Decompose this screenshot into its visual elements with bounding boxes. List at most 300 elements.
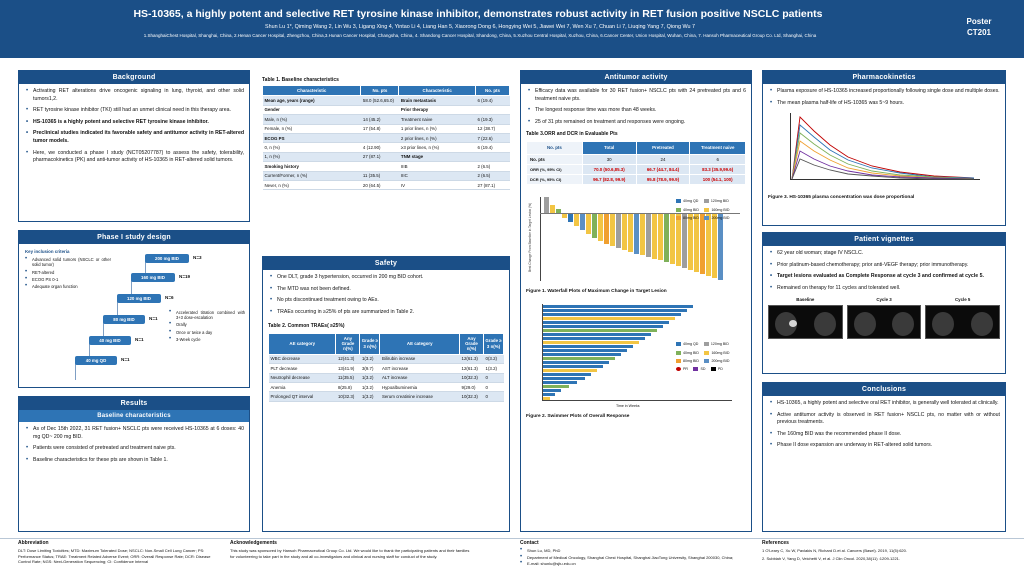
swimmer-bar xyxy=(543,337,645,340)
cell: 14 (45.2) xyxy=(361,115,399,124)
bar xyxy=(688,214,693,270)
legend-label: 40mg BID xyxy=(683,207,699,212)
cell: 24 xyxy=(636,154,690,164)
cell: Prolonged QT interval xyxy=(269,392,336,401)
dose-n-160: N=19 xyxy=(179,274,191,279)
lung-lobe-right xyxy=(971,312,993,336)
table-header-row xyxy=(263,86,510,96)
list-item: • HS-10365, a highly potent and selective oral RET inhibitor, is generally well tolerated at clinically. xyxy=(777,400,1000,408)
dose-level-80: 80 mg BID xyxy=(103,315,145,324)
bar xyxy=(640,214,645,255)
legend-label: 40mg QD xyxy=(683,342,699,347)
legend-swatch-icon xyxy=(704,359,709,363)
table-row xyxy=(269,364,504,373)
cell: 2 (6.5) xyxy=(476,162,510,171)
bar xyxy=(610,214,615,246)
safety-list xyxy=(268,274,504,316)
cell: ALT increase xyxy=(380,373,460,382)
patient-vignettes-panel xyxy=(762,232,1006,374)
scan-label: Baseline xyxy=(796,297,815,303)
legend-item xyxy=(676,197,698,205)
cell: 1(3.2) xyxy=(360,354,380,363)
list-item: • Plasma exposure of HS-10365 increased proportionally following single dose and multiple doses. xyxy=(777,88,1000,96)
background-body xyxy=(19,84,249,173)
list-item: • Adequate organ function xyxy=(32,284,111,289)
cell: 11 (35.5) xyxy=(361,171,399,180)
bar xyxy=(550,205,555,213)
vignettes-body xyxy=(763,246,1005,343)
contact-email[interactable]: • E-mail: shunlu@sjtu.edu.cn xyxy=(527,561,740,566)
cell: 2 prior lines, n (%) xyxy=(399,134,476,143)
dose-level-40bid: 40 mg BID xyxy=(89,336,131,345)
pharmacokinetics-panel xyxy=(762,70,1006,226)
legend-item xyxy=(693,365,705,373)
ct-scan-image xyxy=(847,305,922,339)
list-item: • HS-10365 is a highly potent and selective RET tyrosine kinase inhibitor. xyxy=(33,119,244,127)
list-item: • As of Dec 15th 2022, 31 RET fusion+ NSCLC pts were received HS-10365 at 6 doses: 40 mg QD~ 200 mg BID. xyxy=(33,426,244,441)
cell: 8(25.8) xyxy=(336,383,360,392)
swimmer-bar xyxy=(543,365,603,368)
background-panel xyxy=(18,70,250,222)
cell: 1(3.2) xyxy=(360,392,380,401)
column-header: AE category xyxy=(380,333,460,354)
legend-swatch-icon xyxy=(704,199,709,203)
legend-row xyxy=(676,349,738,357)
legend-label: 80mg BID xyxy=(683,215,699,220)
vignettes-list xyxy=(768,250,1000,292)
cell: 0 xyxy=(484,392,504,401)
swimmer-bar xyxy=(543,313,681,316)
table-row xyxy=(263,115,510,124)
bar xyxy=(712,214,717,278)
cell: Hypoalbuminemia xyxy=(380,383,460,392)
baseline-characteristics-table xyxy=(262,85,510,190)
cell: 10(32.3) xyxy=(460,392,484,401)
pk-chart xyxy=(768,111,1000,193)
lung-lobe-left xyxy=(854,312,876,336)
swimmer-bar xyxy=(543,345,633,348)
poster-number-value: CT201 xyxy=(966,28,991,37)
cell: Smoking history xyxy=(263,162,361,171)
list-item: • Baseline characteristics for these pts are shown in Table 1. xyxy=(33,457,244,465)
cell: 30 xyxy=(582,154,636,164)
cell: 0, n (%) xyxy=(263,143,361,152)
inclusion-criteria-title: Key inclusion criteria xyxy=(25,249,70,254)
legend-label: 120mg BID xyxy=(710,342,729,347)
abbreviations-text: DLT: Dose Limiting Toxicities; MTD: Maximum Tolerated Dose; NSCLC: Non-Small Cell Lung Cancer; PS: Performance Status; TRAE: Treatment Related Adverse Event; ORR: Overall Response Rate; DCR: Disease Control Rate; NGS: Next-Generation Sequencing; CI: Confidence Interval xyxy=(18,548,211,565)
safety-panel xyxy=(262,256,510,532)
cell: 6 (19.3) xyxy=(476,115,510,124)
poster-footer xyxy=(0,538,1024,576)
legend-item xyxy=(711,365,723,373)
list-item: • Preclinical studies indicated its favorable safety and antitumor activity in RET-altered tumor models. xyxy=(33,130,244,145)
swimmer-legend xyxy=(676,340,738,373)
affiliation-list: 1.ShanghaiChest Hospital, Shanghai, China, 2.Henan Cancer Hospital, Zhengzhou, China,3.Hunan Cancer Hospital, Changsha, China, 4. Shandong Cancer Hospital, Shandong, China, 5.Xuzhou Central Hospital, Xuzhou, China, 6.Cancer Center, Union Hospital, Wuhan, China, 7. Hansoh Pharmaceutical Group Co. Ltd, Shanghai, China xyxy=(143,33,817,38)
bar xyxy=(670,214,675,264)
swimmer-bar xyxy=(543,377,585,380)
legend-row xyxy=(676,340,738,348)
bar xyxy=(562,214,567,218)
table2-caption: Table 2. Common TRAEs( ≥25%) xyxy=(268,323,345,330)
legend-swatch-icon xyxy=(704,342,709,346)
swimmer-x-axis-label: Time in Weeks xyxy=(616,404,640,409)
reference-item: 2. Subbiah V, Yang D, Veichetti V, et al. J Clin Oncol. 2020,38(11) :1209-1221. xyxy=(762,555,901,561)
cell: Current/Former, n (%) xyxy=(263,171,361,180)
list-item: • Phase II dose expansion are underway in RET-altered solid tumors. xyxy=(777,442,1000,450)
swimmer-bar xyxy=(543,353,621,356)
results-body xyxy=(19,422,249,472)
table-row xyxy=(269,354,504,363)
cell: 0 xyxy=(484,383,504,392)
lesion-marker xyxy=(789,320,797,327)
bar xyxy=(646,214,651,257)
legend-label: 160mg BID xyxy=(711,207,730,212)
legend-item xyxy=(676,357,699,365)
dose-level-160: 160 mg BID xyxy=(131,273,175,282)
legend-row xyxy=(676,365,738,373)
background-title: Background xyxy=(19,71,249,84)
cell: 66.7 (44.7, 84.4) xyxy=(636,164,690,174)
legend-marker-pd-icon xyxy=(711,367,716,371)
cell xyxy=(361,162,399,171)
table3-body xyxy=(527,154,746,185)
ct-scan-image xyxy=(768,305,843,339)
table-row xyxy=(263,171,510,180)
swimmer-bar xyxy=(543,325,663,328)
figure3-caption: Figure 3. HS-10365 plasma concentration was dose proportional xyxy=(768,195,915,201)
table1-panel xyxy=(262,74,510,190)
list-item: • The mean plasma half-life of HS-10365 was 5~9 hours. xyxy=(777,100,1000,108)
figure1-caption: Figure 1. Waterfall Plots of Maximum Change in Target Lesion xyxy=(526,289,667,295)
table-row xyxy=(269,392,504,401)
table1-caption: Table 1. Baseline characteristics xyxy=(262,77,339,83)
antitumor-body xyxy=(521,84,751,422)
dose-level-120: 120 mg BID xyxy=(117,294,161,303)
bar xyxy=(652,214,657,259)
poster-label: Poster xyxy=(966,17,992,26)
list-item: • Efficacy data was available for 30 RET fusion+ NSCLC pts with 24 pretreated pts and 6 treatment naive pts. xyxy=(535,88,746,103)
common-traes-table xyxy=(268,333,504,402)
bar xyxy=(634,214,639,254)
column-header: Total xyxy=(582,141,636,154)
legend-item xyxy=(704,357,729,365)
conclusions-body xyxy=(763,396,1005,458)
scan-baseline xyxy=(768,296,843,338)
swimmer-bar xyxy=(543,361,609,364)
bar xyxy=(580,214,585,230)
cell: WBC decrease xyxy=(269,354,336,363)
bar xyxy=(682,214,687,268)
cell xyxy=(361,134,399,143)
cell: 0(3.2) xyxy=(484,354,504,363)
scan-label: Cycle 5 xyxy=(954,297,971,303)
bar xyxy=(616,214,621,248)
cell: 10(32.3) xyxy=(460,373,484,382)
legend-item xyxy=(676,206,699,214)
list-item: • Activating RET alterations drive oncogenic signaling in lung, thyroid, and other solid tumors1,2. xyxy=(33,88,244,103)
swimmer-bar xyxy=(543,369,597,372)
dose-n-80: N=1 xyxy=(149,316,158,321)
poster-number xyxy=(944,16,1014,38)
swimmer-bar xyxy=(543,309,687,312)
cell xyxy=(476,152,510,161)
cell: Brain metastasis xyxy=(399,96,476,105)
list-item: • TRAEs occurring in ≥25% of pts are summarized in Table 2. xyxy=(277,309,504,317)
column-header: Treatment naive xyxy=(690,141,746,154)
column-header: No. pts xyxy=(527,141,583,154)
column-header: Grade ≥ 3 n(%) xyxy=(360,333,380,354)
cell: IIIB xyxy=(399,162,476,171)
pk-curves xyxy=(768,111,980,183)
column-header: Pretreated xyxy=(636,141,690,154)
cell: ORR (%, 95% CI) xyxy=(527,164,583,174)
dose-n-40qd: N=1 xyxy=(121,357,130,362)
bar xyxy=(598,214,603,241)
swimmer-bar xyxy=(543,341,639,344)
table-row xyxy=(263,105,510,114)
bar xyxy=(676,214,681,266)
list-item: • Target lesions evaluated as Complete Response at cycle 3 and confirmed at cycle 5. xyxy=(777,273,1000,281)
list-item: • 62 year old woman; stage IV NSCLC. xyxy=(777,250,1000,258)
ct-scan-image xyxy=(925,305,1000,339)
figure2-caption: Figure 2. Swimmer Plots of Overall Response xyxy=(526,414,630,420)
swimmer-bar xyxy=(543,329,657,332)
table3-caption: Table 3.ORR and DCR in Evaluable Pts xyxy=(526,131,618,138)
x-axis xyxy=(542,400,732,401)
cell: 11(35.5) xyxy=(336,373,360,382)
vignettes-title: Patient vignettes xyxy=(763,233,1005,246)
results-title: Results xyxy=(19,397,249,410)
table-row xyxy=(263,162,510,171)
swimmer-bar xyxy=(543,333,651,336)
cell: Anemia xyxy=(269,383,336,392)
legend-swatch-icon xyxy=(676,208,681,212)
bar xyxy=(706,214,711,276)
cell: 1(3.2) xyxy=(484,364,504,373)
column-header: Grade ≥ 3 n(%) xyxy=(484,333,504,354)
table-row xyxy=(263,152,510,161)
scan-gallery xyxy=(768,296,1000,338)
cell: 12(41.3) xyxy=(336,354,360,363)
swimmer-bar xyxy=(543,393,555,396)
legend-marker-pr-icon xyxy=(676,367,681,371)
pk-body xyxy=(763,84,1005,205)
legend-swatch-icon xyxy=(704,216,709,220)
table-row xyxy=(527,175,746,185)
swimmer-bar xyxy=(543,373,591,376)
legend-label: 120mg BID xyxy=(710,199,729,204)
list-item: • Here, we conducted a phase I study (NCT05207787) to assess the safety, tolerability, pharmacokinetics (PK) and anti-tumor activity of HS-10365 in RET-altered solid tumors. xyxy=(33,150,244,165)
inclusion-criteria-list xyxy=(25,257,111,290)
table1-body xyxy=(263,96,510,190)
swimmer-bar xyxy=(543,357,615,360)
acknowledgements-title: Acknowledgements xyxy=(230,540,277,546)
cell: DCR (%, 95% CI) xyxy=(527,175,583,185)
list-item: • 3-Week cycle xyxy=(176,337,245,342)
cell: 13(41.9) xyxy=(336,364,360,373)
dose-n-40bid: N=1 xyxy=(135,337,144,342)
legend-item xyxy=(704,214,729,222)
cell: Male, n (%) xyxy=(263,115,361,124)
cell: 6 xyxy=(690,154,746,164)
column-header: Characteristic xyxy=(399,86,476,96)
cell: 1 prior lines, n (%) xyxy=(399,124,476,133)
swimmer-bar xyxy=(543,305,693,308)
cell xyxy=(476,105,510,114)
table-row xyxy=(263,96,510,105)
cell: 6 (19.4) xyxy=(476,96,510,105)
cell: 4 (12.90) xyxy=(361,143,399,152)
legend-label: 200mg BID xyxy=(711,215,730,220)
scan-label: Cycle 3 xyxy=(876,297,892,303)
list-item: • One DLT, grade 3 hypertension, occurred in 200 mg BID cohort. xyxy=(277,274,504,282)
cell: 58.0 (52.6,65.0) xyxy=(361,96,399,105)
cell: Prior therapy xyxy=(399,105,476,114)
table2-body xyxy=(269,354,504,401)
cell: No. pts xyxy=(527,154,583,164)
list-item: • The longest response time was more than 48 weeks. xyxy=(535,107,746,115)
cell: TNM stage xyxy=(399,152,476,161)
bar xyxy=(622,214,627,250)
cell: 12(61.3) xyxy=(460,364,484,373)
cell: Mean age, years (range) xyxy=(263,96,361,105)
list-item: • Prior platinum-based chemotherapy; prior anti-VEGF therapy; prior immunotherapy. xyxy=(777,262,1000,270)
cell: 2 (6.5) xyxy=(476,171,510,180)
column-header: No. pts xyxy=(361,86,399,96)
cell: 6 (19.4) xyxy=(476,143,510,152)
swimmer-chart xyxy=(526,300,746,412)
swimmer-bar xyxy=(543,385,569,388)
results-list xyxy=(24,426,244,464)
legend-swatch-icon xyxy=(704,351,709,355)
table-row xyxy=(263,143,510,152)
conclusions-panel xyxy=(762,382,1006,532)
legend-row xyxy=(676,357,738,365)
legend-label: PR xyxy=(683,367,688,371)
cell: Neutrophil decrease xyxy=(269,373,336,382)
legend-item xyxy=(704,349,729,357)
cell: PLT decrease xyxy=(269,364,336,373)
legend-swatch-icon xyxy=(676,359,681,363)
acknowledgements-block xyxy=(230,541,470,559)
list-item: • Orally xyxy=(176,322,245,327)
contact-title: Contact xyxy=(520,540,539,546)
safety-title: Safety xyxy=(263,257,509,270)
cell: ≥3 prior lines, n (%) xyxy=(399,143,476,152)
swimmer-bar xyxy=(543,389,561,392)
list-item: • RET tyrosine kinase inhibitor (TKI) still had an unmet clinical need in this therapy area. xyxy=(33,107,244,115)
bar xyxy=(664,214,669,262)
background-list xyxy=(24,88,244,165)
list-item: • Shun Lu, MD, PhD xyxy=(527,548,740,553)
cell: 7 (22.6) xyxy=(476,134,510,143)
bar xyxy=(544,197,549,213)
legend-swatch-icon xyxy=(676,199,681,203)
waterfall-legend xyxy=(676,197,748,222)
lung-lobe-left xyxy=(932,312,954,336)
cell: 9(29.0) xyxy=(460,383,484,392)
inclusion-criteria xyxy=(25,249,111,292)
waterfall-y-axis-label: Best Change From Baseline in Target Lesion (%) xyxy=(528,202,532,272)
column-header: Characteristic xyxy=(263,86,361,96)
bar xyxy=(592,214,597,238)
bar xyxy=(604,214,609,244)
bar xyxy=(694,214,699,272)
lung-lobe-right xyxy=(814,312,836,336)
cell: Bilirubin increase xyxy=(380,354,460,363)
list-item: • Department of Medical Oncology, Shanghai Chest Hospital, Shanghai JiaoTong University, Shanghai 200030, China; xyxy=(527,555,740,560)
cell: 1, n (%) xyxy=(263,152,361,161)
legend-item xyxy=(676,365,688,373)
cell: 96.7 (82.8, 99.9) xyxy=(582,175,636,185)
list-item: • Accelerated titration combined with 3+3 dose-escalation xyxy=(176,310,245,320)
table-header-row xyxy=(269,333,504,354)
column-header: Any Grade n(%) xyxy=(336,333,360,354)
dose-n-200: N=3 xyxy=(193,255,202,260)
bar xyxy=(628,214,633,252)
legend-label: SD xyxy=(700,367,706,371)
cell: 95.8 (78.9, 99.9) xyxy=(636,175,690,185)
scan-cycle5 xyxy=(925,296,1000,338)
legend-item xyxy=(676,349,699,357)
legend-item xyxy=(704,206,729,214)
legend-label: 80mg BID xyxy=(683,358,699,363)
cell: 0 xyxy=(484,373,504,382)
table-row xyxy=(269,383,504,392)
conclusions-list xyxy=(768,400,1000,450)
cell xyxy=(361,105,399,114)
table-row xyxy=(269,373,504,382)
legend-marker-sd-icon xyxy=(693,367,698,371)
cell: 12 (38.7) xyxy=(476,124,510,133)
abbreviations-title: Abbreviation xyxy=(18,540,49,546)
cell: 27 (87.1) xyxy=(476,181,510,190)
column-header: AE category xyxy=(269,333,336,354)
table-row xyxy=(263,134,510,143)
cell: 12(61.3) xyxy=(460,354,484,363)
table-row xyxy=(263,181,510,190)
acknowledgements-text: This study was sponsored by Hansoh Pharmaceutical Group Co. Ltd. We would like to thank the participating patients and their families for volunteering to take part in the study and all co-investigators and clinical and nursing staff for conduct of the study. xyxy=(230,548,470,559)
legend-label: 160mg BID xyxy=(711,350,730,355)
cell: IV xyxy=(399,181,476,190)
legend-label: 40mg QD xyxy=(683,199,699,204)
list-item: • Remained on therapy for 11 cycles and tolerated well. xyxy=(777,285,1000,293)
cell: AST increase xyxy=(380,364,460,373)
waterfall-chart xyxy=(526,191,746,287)
legend-label: 40mg BID xyxy=(683,350,699,355)
cell: Gender xyxy=(263,105,361,114)
scan-cycle3 xyxy=(847,296,922,338)
legend-item xyxy=(704,197,729,205)
table-row xyxy=(527,164,746,174)
table-row xyxy=(263,124,510,133)
legend-swatch-icon xyxy=(676,216,681,220)
list-item: • Advanced solid tumors (NSCLC or other solid tumor) xyxy=(32,257,111,268)
bar xyxy=(658,214,663,260)
contact-block xyxy=(520,541,740,567)
orr-dcr-table xyxy=(526,141,746,186)
bar xyxy=(574,214,579,226)
safety-body xyxy=(263,270,509,406)
study-design-diagram xyxy=(19,244,249,384)
cell: 3(9.7) xyxy=(360,364,380,373)
legend-label: 200mg BID xyxy=(711,358,730,363)
table-header-row xyxy=(527,141,746,154)
conclusions-title: Conclusions xyxy=(763,383,1005,396)
design-notes-list xyxy=(169,310,245,342)
list-item: • Active antitumor activity is observed in RET fusion+ NSCLC pts, no matter with or without previous treatments. xyxy=(777,412,1000,427)
list-item: • The 160mg BID was the recommended phase II dose. xyxy=(777,431,1000,439)
